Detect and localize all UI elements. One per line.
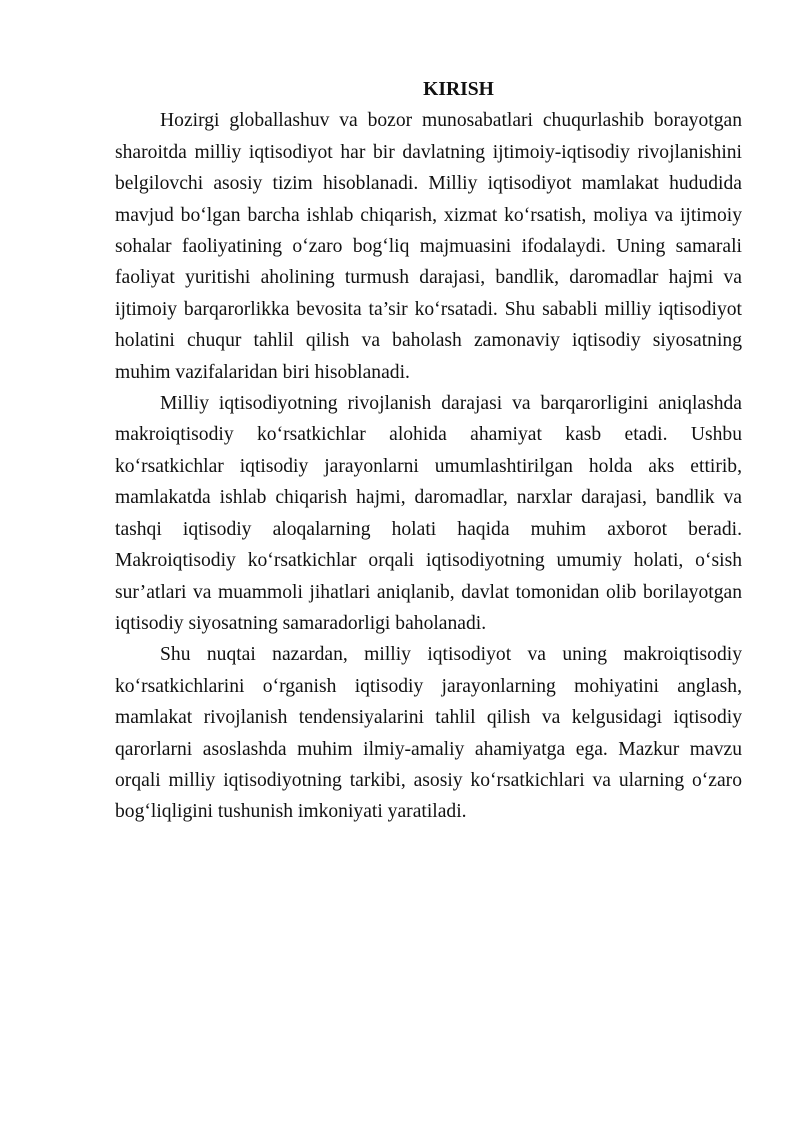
paragraph-3: Shu nuqtai nazardan, milliy iqtisodiyot va uning makroiqtisodiy ko‘rsatkichlarini o‘rganish iqtisodiy jarayonlarning mohiyatini anglash, mamlakat rivojlanish tendensiyalarini tahlil qilish va kelgusidagi iqtisodiy qarorlarni asoslashda muhim ilmiy-amaliy ahamiyatga ega. Mazkur mavzu orqali milliy iqtisodiyotning tarkibi, asosiy ko‘rsatkichlari va ularning o‘zaro bog‘liqligini tushunish imkoniyati yaratiladi. <box>115 644 742 823</box>
paragraph-1: Hozirgi globallashuv va bozor munosabatlari chuqurlashib borayotgan sharoitda milliy iqtisodiyot har bir davlatning ijtimoiy-iqtisodiy rivojlanishini belgilovchi asosiy tizim hisoblanadi. Milliy iqtisodiyot mamlakat hududida mavjud bo‘lgan barcha ishlab chiqarish, xizmat ko‘rsatish, moliya va ijtimoiy sohalar faoliyatining o‘zaro bog‘liq majmuasini ifodalaydi. Uning samarali faoliyat yuritishi aholining turmush darajasi, bandlik, daromadlar hajmi va ijtimoiy barqarorlikka bevosita ta’sir ko‘rsatadi. Shu sababli milliy iqtisodiyot holatini chuqur tahlil qilish va baholash zamonaviy iqtisodiy siyosatning muhim vazifalaridan biri hisoblanadi. <box>115 110 742 383</box>
paragraph-2: Milliy iqtisodiyotning rivojlanish darajasi va barqarorligini aniqlashda makroiqtisodiy ko‘rsatkichlar alohida ahamiyat kasb etadi. Ushbu ko‘rsatkichlar iqtisodiy jarayonlarni umumlashtirilgan holda aks ettirib, mamlakatda ishlab chiqarish hajmi, daromadlar, narxlar darajasi, bandlik va tashqi iqtisodiy aloqalarning holati haqida muhim axborot beradi. Makroiqtisodiy ko‘rsatkichlar orqali iqtisodiyotning umumiy holati, o‘sish sur’atlari va muammoli jihatlari aniqlanib, davlat tomonidan olib borilayotgan iqtisodiy siyosatning samaradorligi baholanadi. <box>115 393 742 634</box>
document-body <box>115 74 742 828</box>
section-title: KIRISH <box>423 79 494 100</box>
